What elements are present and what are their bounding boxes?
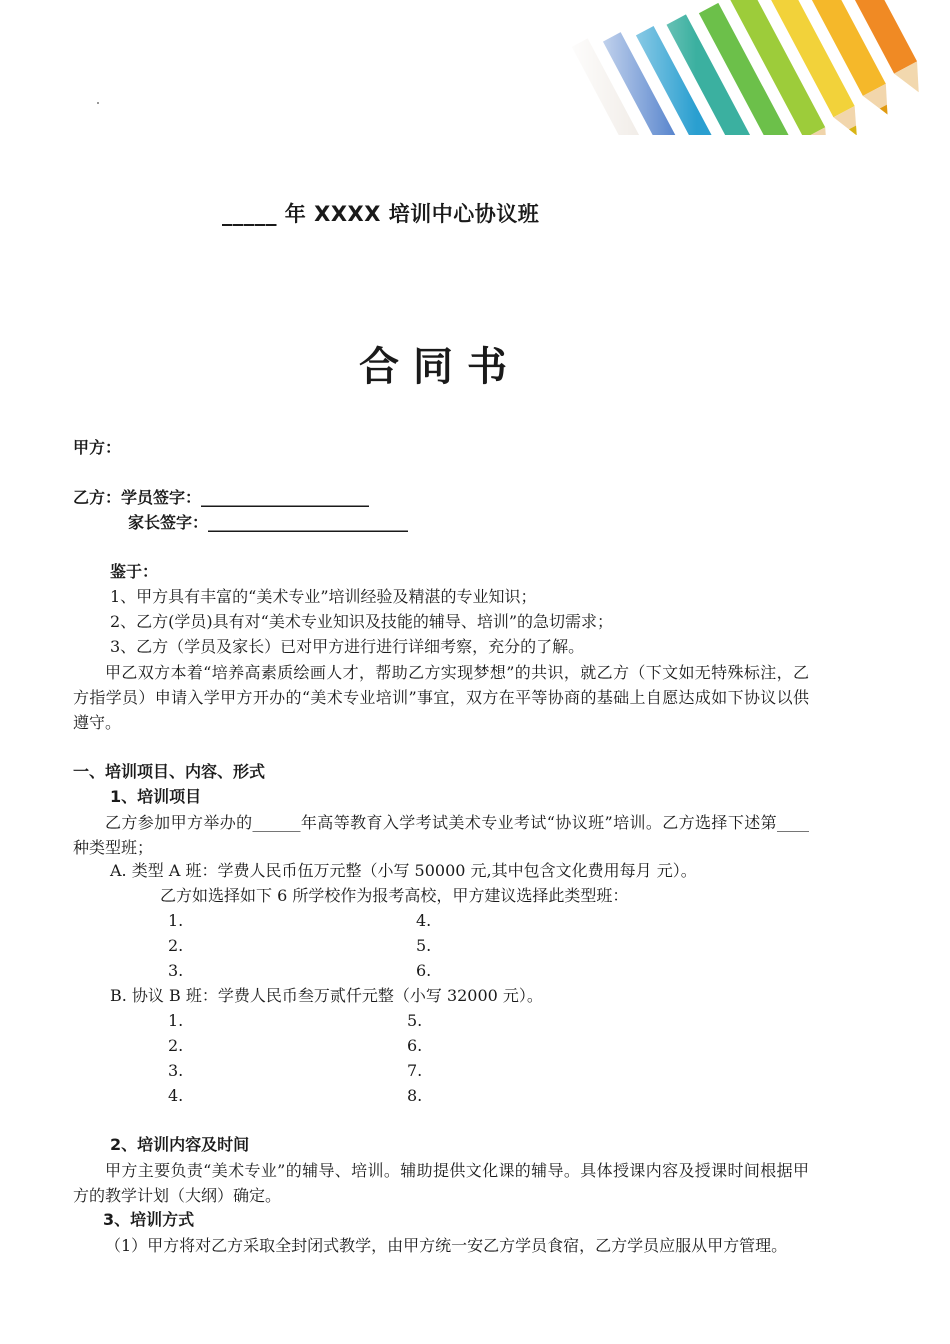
- party-a-label: 甲方：: [73, 438, 122, 457]
- whereas-item-2: 2、乙方(学员)具有对“美术专业知识及技能的辅导、培训”的急切需求；: [110, 612, 614, 631]
- class-b-school-1: 1.: [168, 1011, 184, 1030]
- section-1-3-heading: 3、培训方式: [103, 1210, 195, 1229]
- class-a-school-5: 5.: [416, 936, 432, 955]
- section-1-heading: 一、培训项目、内容、形式: [73, 762, 266, 781]
- page-title: 合同书: [359, 344, 521, 390]
- section-1-1-paragraph: 乙方参加甲方举办的______年高等教育入学考试美术专业考试“协议班”培训。乙方选择下述第____种类型班；: [73, 813, 809, 857]
- class-b-school-5: 5.: [407, 1011, 423, 1030]
- class-b-school-8: 8.: [407, 1086, 423, 1105]
- colored-pencils-image: [560, 0, 950, 135]
- party-b-parent-signature: 家长签字：_________________________: [128, 513, 409, 532]
- class-b-school-4: 4.: [168, 1086, 184, 1105]
- class-a-school-6: 6.: [416, 961, 432, 980]
- class-a-note: 乙方如选择如下 6 所学校作为报考高校，甲方建议选择此类型班：: [160, 886, 629, 905]
- class-b-line: B. 协议 B 班：学费人民币叁万贰仟元整（小写 32000 元）。: [110, 986, 543, 1005]
- class-b-school-7: 7.: [407, 1061, 423, 1080]
- speck: [97, 102, 99, 104]
- section-1-2-heading: 2、培训内容及时间: [110, 1135, 250, 1154]
- whereas-paragraph: 甲乙双方本着“培养高素质绘画人才，帮助乙方实现梦想”的共识，就乙方（下文如无特殊标注，乙方指学员）申请入学甲方开办的“美术专业培训”事宜，双方在平等协商的基础上自愿达成如下协议以供遵守。: [73, 663, 809, 732]
- class-a-school-2: 2.: [168, 936, 184, 955]
- class-a-school-4: 4.: [416, 911, 432, 930]
- section-1-2-paragraph: 甲方主要负责“美术专业”的辅导、培训。辅助提供文化课的辅导。具体授课内容及授课时间根据甲方的教学计划（大纲）确定。: [73, 1161, 809, 1205]
- whereas-heading: 鉴于：: [110, 562, 159, 581]
- whereas-item-1: 1、甲方具有丰富的“美术专业”培训经验及精湛的专业知识；: [110, 587, 537, 606]
- class-a-line: A. 类型 A 班：学费人民币伍万元整（小写 50000 元,其中包含文化费用每月 元）。: [110, 861, 697, 880]
- document-subtitle: _____ 年 XXXX 培训中心协议班: [222, 202, 540, 226]
- class-b-school-2: 2.: [168, 1036, 184, 1055]
- class-b-school-3: 3.: [168, 1061, 184, 1080]
- whereas-item-3: 3、乙方（学员及家长）已对甲方进行进行详细考察，充分的了解。: [110, 637, 585, 656]
- class-a-school-1: 1.: [168, 911, 184, 930]
- section-1-1-heading: 1、培训项目: [110, 787, 202, 806]
- party-b-student-signature: 乙方：学员签字：_____________________: [73, 488, 370, 507]
- class-a-school-3: 3.: [168, 961, 184, 980]
- class-b-school-6: 6.: [407, 1036, 423, 1055]
- section-1-3-paragraph: （1）甲方将对乙方采取全封闭式教学，由甲方统一安乙方学员食宿，乙方学员应服从甲方管理。: [105, 1236, 788, 1255]
